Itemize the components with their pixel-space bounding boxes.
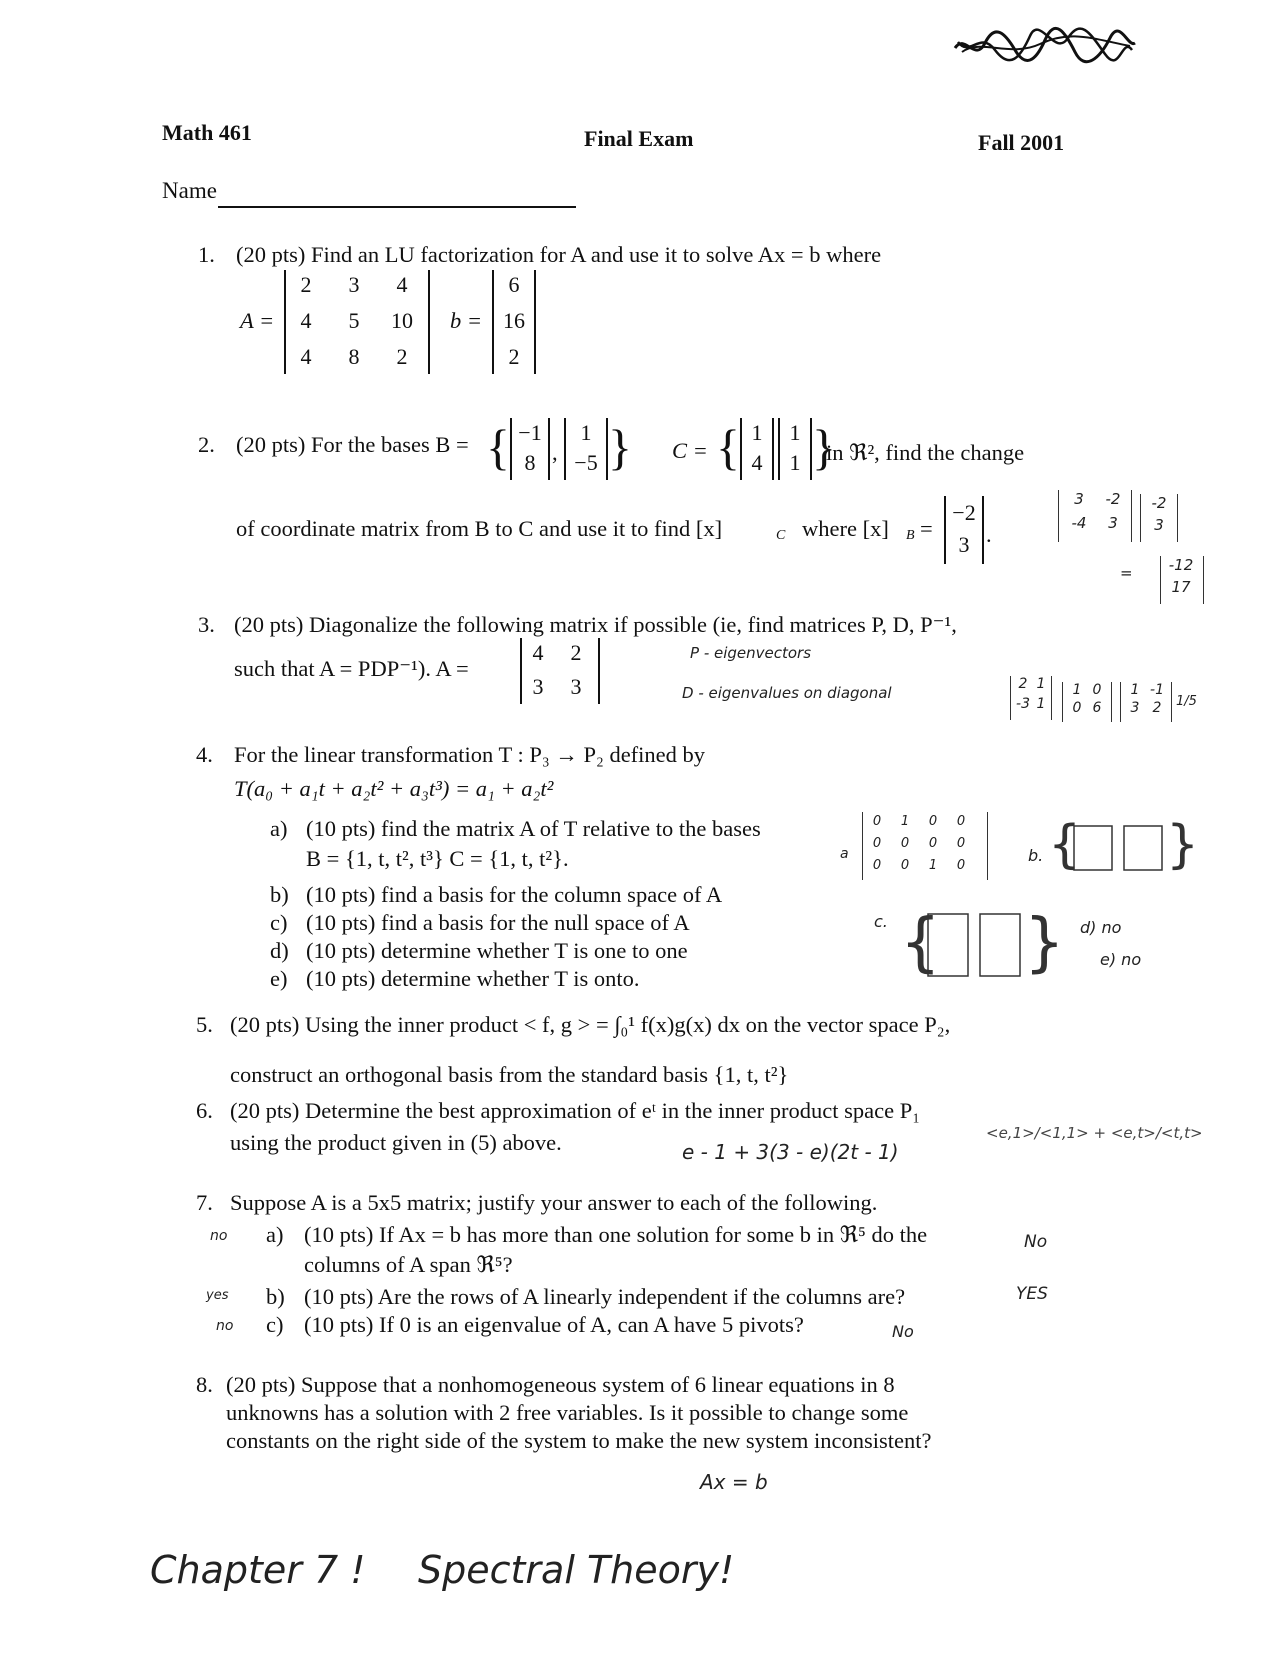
q5-text-b: construct an orthogonal basis from the standard basis {1, t, t²}: [230, 1062, 789, 1087]
q1-b-label: b =: [450, 308, 483, 333]
q4-b-letter: b): [270, 882, 289, 907]
matrix-cell: 4: [300, 308, 312, 333]
signature-scribble: [950, 28, 1140, 64]
vector-cell: −5: [574, 450, 598, 475]
q2-C2: [778, 418, 812, 480]
q6-hand-answer: e - 1 + 3(3 - e)(2t - 1): [682, 1140, 899, 1164]
q1-number: 1.: [198, 242, 215, 267]
vector-cell: 8: [524, 450, 536, 475]
q4-e-letter: e): [270, 966, 288, 991]
q4-hand-amat: [862, 812, 988, 880]
q2-number: 2.: [198, 432, 215, 457]
q7-c-letter: c): [266, 1312, 284, 1337]
q4-hand-e: e) no: [1100, 950, 1142, 969]
hand-cell: 0: [956, 814, 966, 829]
q2-brace-open-c: {: [716, 419, 740, 475]
matrix-cell: 3: [532, 674, 544, 699]
matrix-cell: 2: [300, 272, 312, 297]
term-label: Fall 2001: [978, 130, 1065, 155]
q4-hand-b-basis: [1046, 816, 1206, 880]
matrix-cell: 3: [570, 674, 582, 699]
vector-cell: 3: [958, 532, 970, 557]
q6-text-b: using the product given in (5) above.: [230, 1130, 562, 1155]
q2-text-d: of coordinate matrix from B to C and use it to find [x]: [236, 516, 723, 541]
hand-cell: 0: [872, 836, 882, 851]
q1-matrix-A: [284, 270, 430, 374]
q2-hand-result: [1160, 556, 1204, 604]
q2-hand-vec: [1140, 494, 1178, 542]
q4-a-text: (10 pts) find the matrix A of T relative to the bases: [306, 816, 761, 841]
q3-text-a: (20 pts) Diagonalize the following matrix if possible (ie, find matrices P, D, P⁻¹,: [234, 612, 957, 637]
footer-hand-title: Spectral Theory!: [418, 1548, 735, 1592]
vector-cell: 6: [508, 272, 520, 297]
q2-brace-open: {: [486, 419, 510, 475]
q2-eq: =: [920, 516, 933, 541]
q6-text-a: (20 pts) Determine the best approximation of eᵗ in the inner product space P₁: [230, 1098, 921, 1123]
q4-bases: B = {1, t, t², t³} C = {1, t, t²}.: [306, 846, 569, 871]
hand-cell: -3: [1016, 696, 1030, 712]
matrix-cell: 5: [348, 308, 360, 333]
q3-text-b: such that A = PDP⁻¹). A =: [234, 656, 469, 681]
q7-a-text: (10 pts) If Ax = b has more than one solution for some b in ℜ⁵ do the: [304, 1222, 928, 1247]
q7-c-text: (10 pts) If 0 is an eigenvalue of A, can A have 5 pivots?: [304, 1312, 804, 1337]
matrix-cell: 4: [300, 344, 312, 369]
matrix-cell: 4: [396, 272, 408, 297]
hand-cell: 0: [900, 858, 910, 873]
q2-brace-close: }: [608, 419, 632, 475]
hand-cell: 1: [1072, 682, 1082, 698]
matrix-cell: 2: [570, 640, 582, 665]
hand-cell: 6: [1092, 700, 1102, 716]
hand-cell: 1: [928, 858, 938, 873]
q8-line-1: (20 pts) Suppose that a nonhomogeneous system of 6 linear equations in 8: [226, 1372, 895, 1397]
q2-B1: [510, 418, 550, 480]
q3-hand-m2: [1062, 682, 1112, 722]
q1-vector-b: [492, 270, 536, 374]
q2-xB: [944, 496, 984, 564]
hand-cell: 1: [1036, 696, 1046, 712]
hand-cell: 0: [928, 814, 938, 829]
q4-d-letter: d): [270, 938, 289, 963]
hand-cell: 0: [1072, 700, 1082, 716]
q4-number: 4.: [196, 742, 213, 767]
q7-a-left: no: [210, 1228, 228, 1244]
name-line: [218, 206, 576, 208]
q3-hand-m3: [1120, 682, 1172, 722]
hand-cell: -1: [1150, 682, 1164, 698]
hand-cell: -2: [1105, 490, 1121, 508]
vector-cell: −2: [952, 500, 976, 525]
hand-cell: 1: [900, 814, 910, 829]
hand-cell: 0: [956, 858, 966, 873]
q3-number: 3.: [198, 612, 215, 637]
q4-c-text: (10 pts) find a basis for the null space of A: [306, 910, 690, 935]
vector-cell: 4: [751, 450, 763, 475]
q6-number: 6.: [196, 1098, 213, 1123]
hand-cell: 2: [1152, 700, 1162, 716]
q4-b-text: (10 pts) find a basis for the column space of A: [306, 882, 723, 907]
q8-hand-answer: Ax = b: [700, 1470, 768, 1494]
hand-cell: 0: [900, 836, 910, 851]
hand-cell: 3: [1108, 514, 1118, 532]
q4-hand-d: d) no: [1080, 918, 1122, 937]
q2-B2: [564, 418, 608, 480]
q4-a-letter: a): [270, 816, 288, 841]
q7-b-left: yes: [206, 1288, 229, 1303]
hand-cell: 0: [1092, 682, 1102, 698]
q3-hand-frac: 1/5: [1176, 694, 1197, 709]
q7-a-letter: a): [266, 1222, 284, 1247]
q4-text-a: For the linear transformation T : P₃ → P₂ defined by: [234, 742, 706, 767]
matrix-cell: 10: [391, 308, 413, 333]
q1-A-label: A =: [240, 308, 275, 333]
hand-cell: 3: [1154, 516, 1164, 534]
q8-number: 8.: [196, 1372, 213, 1397]
q4-c-letter: c): [270, 910, 288, 935]
vector-cell: 2: [508, 344, 520, 369]
q4-hand-b: b.: [1028, 846, 1044, 865]
q7-number: 7.: [196, 1190, 213, 1215]
q5-text-a: (20 pts) Using the inner product < f, g > = ∫₀¹ f(x)g(x) dx on the vector space P₂,: [230, 1012, 951, 1037]
q6-hand-scratch: <e,1>/<1,1> + <e,t>/<t,t>: [986, 1124, 1203, 1142]
q4-e-text: (10 pts) determine whether T is onto.: [306, 966, 640, 991]
exam-title: Final Exam: [584, 126, 694, 151]
q3-hand-m1: [1010, 676, 1052, 720]
q2-sub-c: C: [776, 528, 786, 543]
q4-hand-c: c.: [874, 912, 888, 931]
q1-text: (20 pts) Find an LU factorization for A and use it to solve Ax = b where: [236, 242, 882, 267]
course-label: Math 461: [162, 120, 252, 145]
q7-c-right: No: [892, 1322, 914, 1341]
matrix-cell: 3: [348, 272, 360, 297]
q2-period: .: [986, 522, 992, 547]
q2-sub-b: B: [906, 528, 915, 543]
q7-a-right: No: [1024, 1232, 1048, 1252]
q7-text: Suppose A is a 5x5 matrix; justify your answer to each of the following.: [230, 1190, 878, 1215]
q4-text-b: T(a₀ + a₁t + a₂t² + a₃t³) = a₁ + a₂t²: [234, 776, 554, 801]
hand-cell: 2: [1018, 676, 1028, 692]
hand-cell: 0: [872, 858, 882, 873]
q7-b-text: (10 pts) Are the rows of A linearly independent if the columns are?: [304, 1284, 906, 1309]
q4-hand-a: a: [840, 846, 849, 862]
hand-cell: 0: [872, 814, 882, 829]
hand-cell: -12: [1168, 556, 1194, 574]
q4-d-text: (10 pts) determine whether T is one to one: [306, 938, 688, 963]
q3-hand-d: D - eigenvalues on diagonal: [682, 684, 892, 702]
hand-cell: 1: [1036, 676, 1046, 692]
hand-cell: 0: [956, 836, 966, 851]
q7-c-left: no: [216, 1318, 234, 1334]
q2-C-label: C =: [672, 438, 708, 463]
q2-text-a: (20 pts) For the bases B =: [236, 432, 469, 457]
vector-cell: 1: [751, 420, 763, 445]
matrix-cell: 4: [532, 640, 544, 665]
matrix-cell: 8: [348, 344, 360, 369]
hand-cell: -4: [1071, 514, 1087, 532]
vector-cell: 1: [789, 420, 801, 445]
q2-hand-eq: =: [1120, 564, 1133, 582]
q5-number: 5.: [196, 1012, 213, 1037]
q3-matrix-A: [520, 638, 600, 704]
svg-text:{: {: [900, 906, 941, 980]
q8-line-2: unknowns has a solution with 2 free variables. Is it possible to change some: [226, 1400, 909, 1425]
name-label: Name: [162, 178, 217, 203]
hand-cell: 17: [1171, 578, 1191, 596]
q2-hand-matrix: [1058, 490, 1132, 542]
hand-cell: -2: [1151, 494, 1167, 512]
q2-C1: [740, 418, 774, 480]
vector-cell: −1: [518, 420, 542, 445]
hand-cell: 1: [1130, 682, 1140, 698]
vector-cell: 1: [580, 420, 592, 445]
q2-comma: ,: [552, 440, 558, 465]
q2-text-e: where [x]: [802, 516, 889, 541]
q2-brace-close-c: }: [812, 419, 836, 475]
hand-cell: 0: [928, 836, 938, 851]
svg-text:}: }: [1166, 815, 1200, 875]
hand-cell: 3: [1074, 490, 1084, 508]
q2-text-c: in ℜ², find the change: [826, 440, 1025, 465]
svg-text:{: {: [1048, 815, 1082, 875]
hand-cell: 3: [1130, 700, 1140, 716]
vector-cell: 1: [789, 450, 801, 475]
q4-hand-c-basis: [898, 902, 1065, 986]
svg-text:}: }: [1024, 906, 1065, 980]
q7-b-letter: b): [266, 1284, 285, 1309]
footer-hand-chapter: Chapter 7 !: [150, 1548, 366, 1592]
q3-hand-p: P - eigenvectors: [690, 644, 812, 662]
q7-b-right: YES: [1016, 1284, 1048, 1304]
q8-line-3: constants on the right side of the system to make the new system inconsistent?: [226, 1428, 932, 1453]
vector-cell: 16: [503, 308, 525, 333]
q7-a-text-2: columns of A span ℜ⁵?: [304, 1252, 513, 1277]
matrix-cell: 2: [396, 344, 408, 369]
